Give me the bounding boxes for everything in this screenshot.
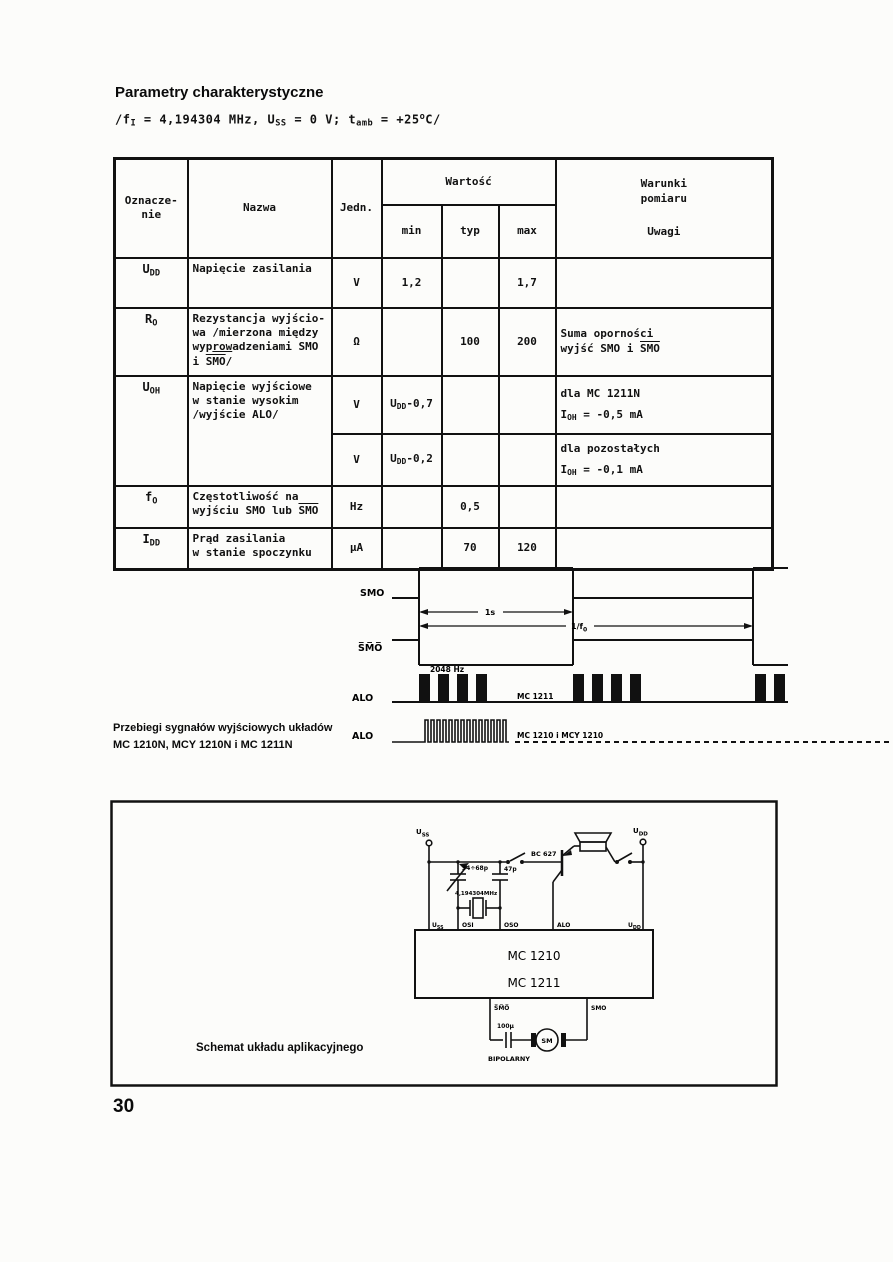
col-header-conditions bbox=[556, 159, 773, 258]
col-header-notes-text: Uwagi bbox=[647, 225, 681, 239]
crystal-symbol bbox=[473, 898, 483, 918]
param-unit: V bbox=[332, 258, 382, 308]
dim-1s-label: 1s bbox=[484, 608, 496, 617]
waveform-caption-line1: Przebiegi sygnałów wyjściowych układów bbox=[113, 722, 333, 734]
chip2-label: MC 1210 i MCY 1210 bbox=[517, 731, 604, 740]
param-unit: V bbox=[332, 376, 382, 434]
switch1-lever bbox=[510, 853, 525, 861]
schematic-caption: Schemat układu aplikacyjnego bbox=[196, 1042, 364, 1054]
param-typ: 100 bbox=[442, 308, 499, 376]
col-header-unit: Jedn. bbox=[332, 159, 382, 258]
col-header-min: min bbox=[382, 205, 442, 258]
param-max bbox=[499, 376, 556, 434]
param-typ: 70 bbox=[442, 528, 499, 570]
param-max: 200 bbox=[499, 308, 556, 376]
param-name: Prąd zasilania w stanie spoczynku bbox=[188, 528, 332, 570]
pin-udd-label: $U_{DD}$ bbox=[628, 922, 641, 931]
param-max bbox=[499, 434, 556, 486]
param-typ bbox=[442, 376, 499, 434]
pin-osi-label: OSI bbox=[462, 922, 474, 929]
param-min: $U_{DD}-0,2$ bbox=[382, 434, 442, 486]
motor-sm-label: SM bbox=[541, 1037, 553, 1045]
param-unit: Ω bbox=[332, 308, 382, 376]
pin-smo-label: SMO bbox=[591, 1005, 607, 1012]
crystal-label: 4,194304MHz bbox=[455, 891, 498, 897]
trimmer-cap-label: 34÷68p bbox=[462, 865, 489, 872]
dim-period-label: $1/f_0$ bbox=[571, 622, 588, 634]
col-header-conditions-text: Warunki pomiaru bbox=[640, 177, 687, 205]
alo1-bursts bbox=[419, 674, 785, 702]
smo-bar-trace bbox=[392, 640, 788, 665]
ic-name-line2: MC 1211 bbox=[507, 976, 561, 990]
param-unit: V bbox=[332, 434, 382, 486]
pin-oso-label: OSO bbox=[504, 922, 519, 929]
alo2-trace-label: ALO bbox=[352, 731, 374, 742]
chip1-label: MC 1211 bbox=[517, 692, 554, 701]
ic-name-line1: MC 1210 bbox=[507, 949, 561, 963]
waveform-caption-line2: MC 1210N, MCY 1210N i MC 1211N bbox=[113, 739, 293, 752]
param-name: Napięcie zasilania bbox=[188, 258, 332, 308]
col-header-name: Nazwa bbox=[188, 159, 332, 258]
param-max: 1,7 bbox=[499, 258, 556, 308]
pin-alo-label: ALO bbox=[557, 922, 571, 929]
motor-cap-label: 100μ bbox=[497, 1023, 514, 1030]
alo1-trace-label: ALO bbox=[352, 693, 374, 704]
param-name: Częstotliwość na wyjściu SMO lub $\overline{SMO}$ bbox=[188, 486, 332, 528]
param-min: 1,2 bbox=[382, 258, 442, 308]
param-conditions bbox=[556, 486, 773, 528]
pin-smo-bar-label: S̅M̅O̅ bbox=[494, 1005, 510, 1012]
param-min: $U_{DD}-0,7$ bbox=[382, 376, 442, 434]
param-unit: μA bbox=[332, 528, 382, 570]
table-row bbox=[115, 308, 773, 376]
switch2-lever bbox=[618, 853, 632, 861]
table-row bbox=[115, 258, 773, 308]
param-symbol: $U_{OH}$ bbox=[115, 376, 188, 486]
param-typ bbox=[442, 258, 499, 308]
param-name: Rezystancja wyjścio- wa /mierzona między wyprowadzeniami SMO i $\overline{SMO}/$ bbox=[188, 308, 332, 376]
parameters-table bbox=[113, 157, 774, 571]
smo-trace-label: SMO bbox=[360, 588, 385, 599]
param-conditions: dla MC 1211N $I_{OH} = -0,5$ mA bbox=[556, 376, 773, 434]
param-symbol: $I_{DD}$ bbox=[115, 528, 188, 570]
param-symbol: $U_{DD}$ bbox=[115, 258, 188, 308]
uss-terminal bbox=[426, 840, 432, 846]
param-typ bbox=[442, 434, 499, 486]
param-symbol: $f_O$ bbox=[115, 486, 188, 528]
speaker-symbol bbox=[580, 842, 606, 851]
waveform-caption bbox=[113, 720, 353, 754]
param-typ: 0,5 bbox=[442, 486, 499, 528]
param-max bbox=[499, 486, 556, 528]
param-min bbox=[382, 308, 442, 376]
udd-terminal bbox=[640, 839, 646, 845]
smo-trace bbox=[392, 568, 788, 598]
param-conditions: Suma oporności wyjść SMO i $\overline{SMO}$ bbox=[556, 308, 773, 376]
table-row bbox=[115, 486, 773, 528]
param-name: Napięcie wyjściowe w stanie wysokim /wyjście ALO/ bbox=[188, 376, 332, 486]
param-conditions bbox=[556, 258, 773, 308]
col-header-typ: typ bbox=[442, 205, 499, 258]
uss-supply-label: $U_{SS}$ bbox=[416, 828, 430, 839]
page-title: Parametry charakterystyczne bbox=[115, 84, 324, 101]
table-row bbox=[115, 376, 773, 434]
transistor-label: BC 627 bbox=[531, 850, 557, 858]
waveform-figure bbox=[340, 552, 893, 770]
test-conditions-line: $/f_I = 4,194304$ MHz, $U_{SS} = 0$ V; $t_{amb} = +25^oC/$ bbox=[115, 112, 441, 129]
pin-uss-label: $U_{SS}$ bbox=[432, 922, 444, 931]
cap-47p-label: 47p bbox=[504, 866, 517, 873]
motor-cap-type-label: BIPOLARNY bbox=[488, 1055, 530, 1063]
param-min bbox=[382, 486, 442, 528]
param-max: 120 bbox=[499, 528, 556, 570]
udd-supply-label: $U_{DD}$ bbox=[633, 827, 648, 838]
param-symbol: $R_O$ bbox=[115, 308, 188, 376]
alo2-oscillation bbox=[392, 720, 509, 742]
col-header-symbol: Oznacze- nie bbox=[115, 159, 188, 258]
param-unit: Hz bbox=[332, 486, 382, 528]
param-conditions: dla pozostałych $I_{OH} = -0,1$ mA bbox=[556, 434, 773, 486]
page-number: 30 bbox=[113, 1096, 135, 1117]
col-header-value: Wartość bbox=[382, 159, 556, 206]
col-header-max: max bbox=[499, 205, 556, 258]
smo-bar-trace-label: S̅M̅O̅ bbox=[358, 643, 383, 654]
freq-2048-label: 2048 Hz bbox=[430, 665, 465, 674]
